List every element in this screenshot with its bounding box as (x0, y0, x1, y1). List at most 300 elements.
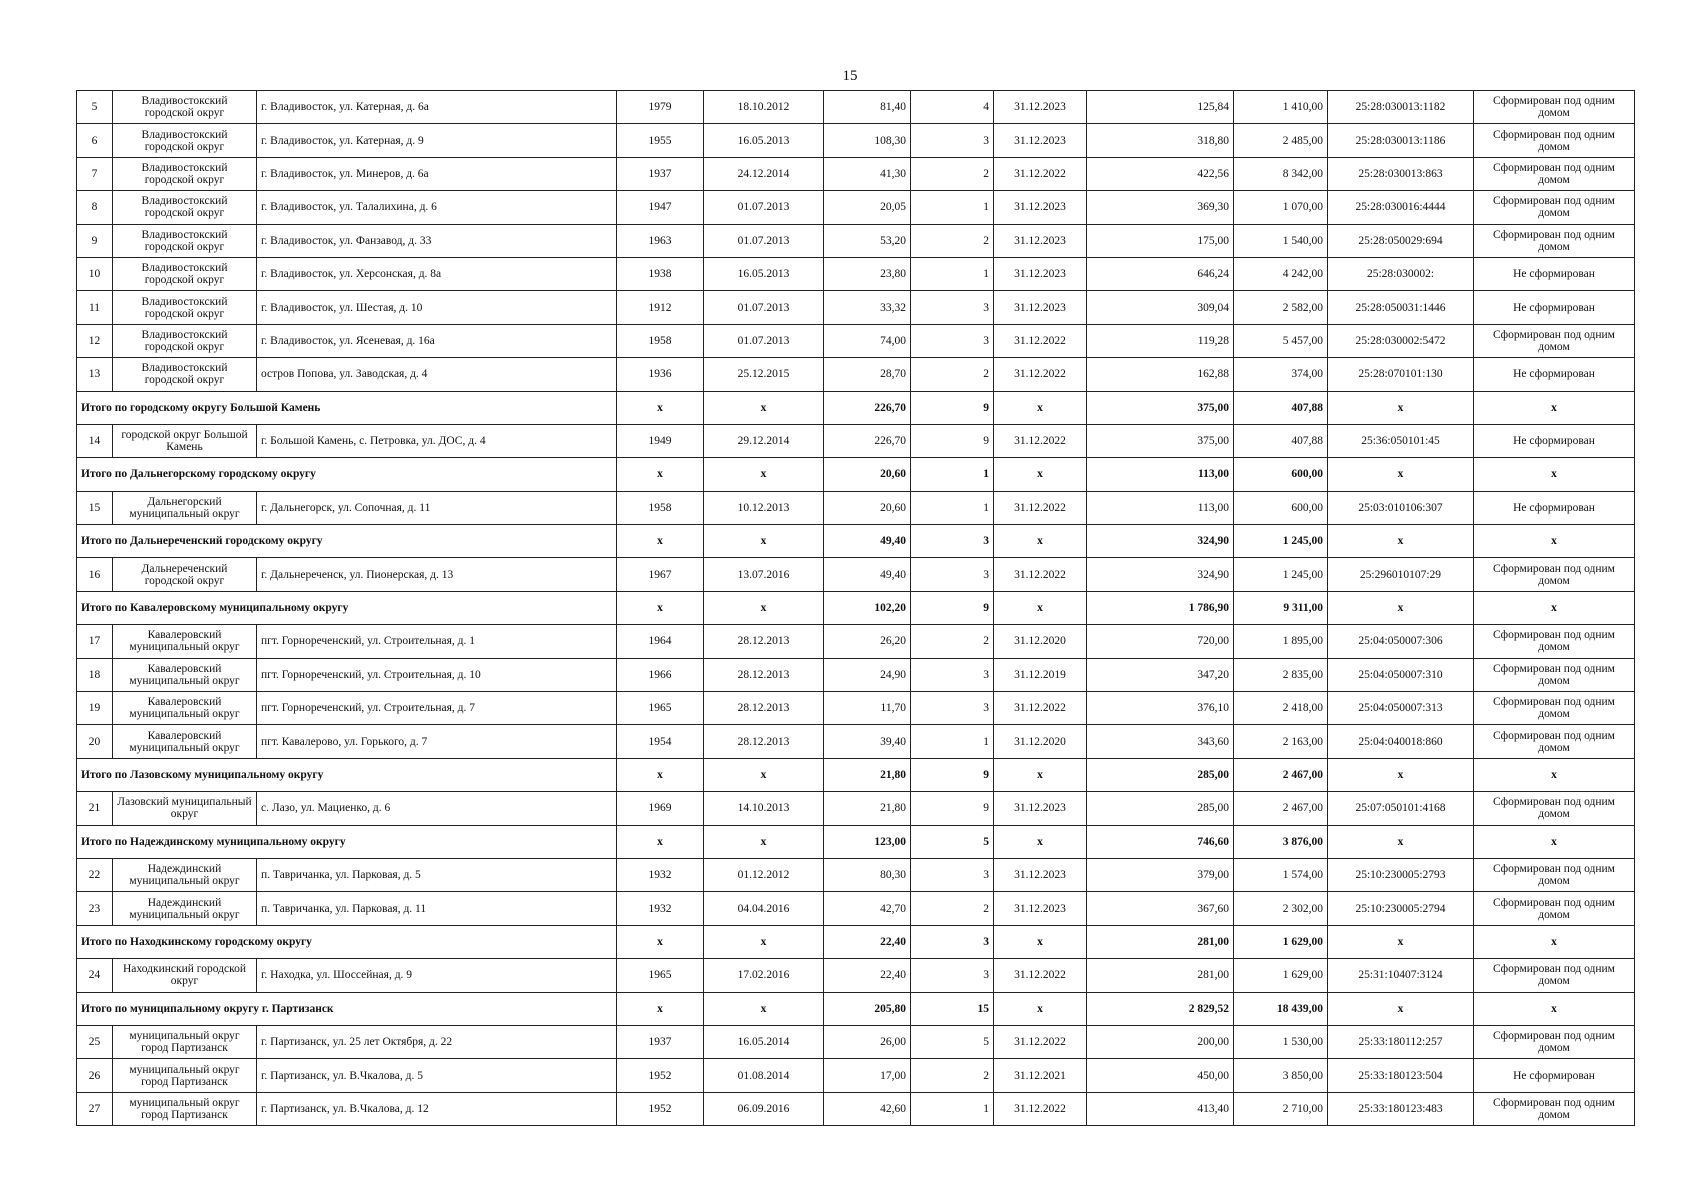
recognition-date-cell: 28.12.2013 (704, 658, 824, 691)
subtotal-cost-cell: 2 467,00 (1234, 758, 1328, 791)
land-area-cell: 285,00 (1087, 792, 1234, 825)
subtotal-area-cell: 205,80 (824, 992, 911, 1025)
build-year-cell: 1936 (617, 358, 704, 391)
subtotal-residents-cell: 3 (911, 525, 994, 558)
recognition-date-cell: 10.12.2013 (704, 491, 824, 524)
status-cell: Сформирован под одним домом (1474, 625, 1635, 658)
subtotal-area-cell: 226,70 (824, 391, 911, 424)
cost-cell: 1 410,00 (1234, 91, 1328, 124)
subtotal-area-cell: 123,00 (824, 825, 911, 858)
subtotal-land-area-cell: 746,60 (1087, 825, 1234, 858)
subtotal-status-cell: x (1474, 525, 1635, 558)
address-cell: пгт. Горнореченский, ул. Строительная, д. 7 (257, 692, 617, 725)
table-row (77, 257, 1635, 290)
address-cell: г. Владивосток, ул. Фанзавод, д. 33 (257, 224, 617, 257)
subtotal-row (77, 458, 1635, 491)
deadline-cell: 31.12.2023 (994, 124, 1087, 157)
subtotal-cadastral-number-cell: x (1328, 825, 1474, 858)
residents-cell: 3 (911, 558, 994, 591)
row-number: 24 (77, 959, 113, 992)
municipality-cell: Владивостокский городской округ (113, 324, 257, 357)
build-year-cell: 1937 (617, 157, 704, 190)
land-area-cell: 119,28 (1087, 324, 1234, 357)
municipality-cell: Владивостокский городской округ (113, 191, 257, 224)
cadastral-number-cell: 25:28:030013:1182 (1328, 91, 1474, 124)
address-cell: г. Партизанск, ул. В.Чкалова, д. 12 (257, 1092, 617, 1125)
residents-cell: 3 (911, 658, 994, 691)
status-cell: Сформирован под одним домом (1474, 558, 1635, 591)
row-number: 10 (77, 257, 113, 290)
land-area-cell: 309,04 (1087, 291, 1234, 324)
subtotal-row (77, 758, 1635, 791)
cadastral-number-cell: 25:33:180123:483 (1328, 1092, 1474, 1125)
deadline-cell: 31.12.2022 (994, 692, 1087, 725)
deadline-cell: 31.12.2020 (994, 625, 1087, 658)
municipality-cell: городской округ Большой Камень (113, 424, 257, 457)
cadastral-number-cell: 25:28:030013:1186 (1328, 124, 1474, 157)
table-row (77, 625, 1635, 658)
subtotal-status-cell: x (1474, 758, 1635, 791)
residents-cell: 2 (911, 224, 994, 257)
residents-cell: 1 (911, 257, 994, 290)
build-year-cell: 1969 (617, 792, 704, 825)
municipality-cell: Кавалеровский муниципальный округ (113, 658, 257, 691)
build-year-cell: 1963 (617, 224, 704, 257)
subtotal-residents-cell: 15 (911, 992, 994, 1025)
subtotal-row (77, 525, 1635, 558)
subtotal-label: Итого по Лазовскому муниципальному округу (77, 758, 617, 791)
subtotal-row (77, 825, 1635, 858)
address-cell: г. Дальнегорск, ул. Сопочная, д. 11 (257, 491, 617, 524)
recognition-date-cell: 28.12.2013 (704, 725, 824, 758)
build-year-cell: 1949 (617, 424, 704, 457)
build-year-cell: 1965 (617, 959, 704, 992)
build-year-cell: 1954 (617, 725, 704, 758)
subtotal-cost-cell: 407,88 (1234, 391, 1328, 424)
cadastral-number-cell: 25:28:030016:4444 (1328, 191, 1474, 224)
area-cell: 28,70 (824, 358, 911, 391)
subtotal-build-year-cell: x (617, 825, 704, 858)
table-row (77, 358, 1635, 391)
address-cell: п. Тавричанка, ул. Парковая, д. 5 (257, 858, 617, 891)
address-cell: г. Владивосток, ул. Талалихина, д. 6 (257, 191, 617, 224)
residents-cell: 3 (911, 858, 994, 891)
land-area-cell: 369,30 (1087, 191, 1234, 224)
residents-cell: 3 (911, 124, 994, 157)
subtotal-cost-cell: 1 245,00 (1234, 525, 1328, 558)
status-cell: Сформирован под одним домом (1474, 692, 1635, 725)
status-cell: Не сформирован (1474, 358, 1635, 391)
cadastral-number-cell: 25:28:030013:863 (1328, 157, 1474, 190)
status-cell: Сформирован под одним домом (1474, 191, 1635, 224)
cost-cell: 2 582,00 (1234, 291, 1328, 324)
table-row (77, 157, 1635, 190)
subtotal-row (77, 391, 1635, 424)
deadline-cell: 31.12.2023 (994, 257, 1087, 290)
municipality-cell: Кавалеровский муниципальный округ (113, 625, 257, 658)
subtotal-build-year-cell: x (617, 391, 704, 424)
municipality-cell: Кавалеровский муниципальный округ (113, 725, 257, 758)
cost-cell: 2 302,00 (1234, 892, 1328, 925)
table-row (77, 792, 1635, 825)
municipality-cell: Владивостокский городской округ (113, 358, 257, 391)
subtotal-area-cell: 20,60 (824, 458, 911, 491)
subtotal-status-cell: x (1474, 458, 1635, 491)
recognition-date-cell: 25.12.2015 (704, 358, 824, 391)
status-cell: Не сформирован (1474, 491, 1635, 524)
municipality-cell: Находкинский городской округ (113, 959, 257, 992)
residents-cell: 9 (911, 424, 994, 457)
municipality-cell: Надеждинский муниципальный округ (113, 858, 257, 891)
row-number: 25 (77, 1025, 113, 1058)
land-area-cell: 413,40 (1087, 1092, 1234, 1125)
subtotal-status-cell: x (1474, 591, 1635, 624)
row-number: 19 (77, 692, 113, 725)
cadastral-number-cell: 25:07:050101:4168 (1328, 792, 1474, 825)
municipality-cell: муниципальный округ город Партизанск (113, 1059, 257, 1092)
land-area-cell: 720,00 (1087, 625, 1234, 658)
subtotal-label: Итого по муниципальному округу г. Партизанск (77, 992, 617, 1025)
deadline-cell: 31.12.2022 (994, 959, 1087, 992)
recognition-date-cell: 29.12.2014 (704, 424, 824, 457)
municipality-cell: муниципальный округ город Партизанск (113, 1025, 257, 1058)
build-year-cell: 1952 (617, 1092, 704, 1125)
cost-cell: 2 467,00 (1234, 792, 1328, 825)
subtotal-cadastral-number-cell: x (1328, 458, 1474, 491)
municipality-cell: Владивостокский городской округ (113, 91, 257, 124)
recognition-date-cell: 18.10.2012 (704, 91, 824, 124)
status-cell: Не сформирован (1474, 291, 1635, 324)
land-area-cell: 324,90 (1087, 558, 1234, 591)
deadline-cell: 31.12.2022 (994, 1025, 1087, 1058)
residents-cell: 2 (911, 625, 994, 658)
table-row (77, 424, 1635, 457)
status-cell: Сформирован под одним домом (1474, 858, 1635, 891)
subtotal-build-year-cell: x (617, 992, 704, 1025)
address-cell: пгт. Кавалерово, ул. Горького, д. 7 (257, 725, 617, 758)
subtotal-status-cell: x (1474, 391, 1635, 424)
land-area-cell: 422,56 (1087, 157, 1234, 190)
subtotal-cadastral-number-cell: x (1328, 925, 1474, 958)
cadastral-number-cell: 25:04:050007:306 (1328, 625, 1474, 658)
residents-cell: 2 (911, 157, 994, 190)
subtotal-deadline-cell: x (994, 525, 1087, 558)
address-cell: остров Попова, ул. Заводская, д. 4 (257, 358, 617, 391)
subtotal-cadastral-number-cell: x (1328, 525, 1474, 558)
land-area-cell: 375,00 (1087, 424, 1234, 457)
subtotal-deadline-cell: x (994, 925, 1087, 958)
table-row (77, 892, 1635, 925)
residents-cell: 1 (911, 491, 994, 524)
status-cell: Не сформирован (1474, 424, 1635, 457)
area-cell: 80,30 (824, 858, 911, 891)
build-year-cell: 1966 (617, 658, 704, 691)
table-row (77, 1092, 1635, 1125)
subtotal-residents-cell: 9 (911, 758, 994, 791)
residents-cell: 3 (911, 324, 994, 357)
table-row (77, 224, 1635, 257)
subtotal-build-year-cell: x (617, 458, 704, 491)
table-row (77, 291, 1635, 324)
row-number: 15 (77, 491, 113, 524)
table-row (77, 1025, 1635, 1058)
subtotal-recognition-date-cell: x (704, 825, 824, 858)
land-area-cell: 200,00 (1087, 1025, 1234, 1058)
land-area-cell: 175,00 (1087, 224, 1234, 257)
table-row (77, 558, 1635, 591)
deadline-cell: 31.12.2023 (994, 224, 1087, 257)
cadastral-number-cell: 25:04:050007:313 (1328, 692, 1474, 725)
cost-cell: 2 835,00 (1234, 658, 1328, 691)
page-number: 15 (842, 68, 858, 84)
status-cell: Сформирован под одним домом (1474, 124, 1635, 157)
subtotal-recognition-date-cell: x (704, 758, 824, 791)
subtotal-cadastral-number-cell: x (1328, 391, 1474, 424)
address-cell: г. Дальнереченск, ул. Пионерская, д. 13 (257, 558, 617, 591)
table-body (77, 91, 1635, 1126)
subtotal-recognition-date-cell: x (704, 391, 824, 424)
subtotal-land-area-cell: 324,90 (1087, 525, 1234, 558)
subtotal-deadline-cell: x (994, 758, 1087, 791)
table-row (77, 91, 1635, 124)
deadline-cell: 31.12.2022 (994, 424, 1087, 457)
deadline-cell: 31.12.2022 (994, 558, 1087, 591)
address-cell: г. Большой Камень, с. Петровка, ул. ДОС, д. 4 (257, 424, 617, 457)
subtotal-residents-cell: 9 (911, 591, 994, 624)
address-cell: п. Тавричанка, ул. Парковая, д. 11 (257, 892, 617, 925)
status-cell: Сформирован под одним домом (1474, 658, 1635, 691)
address-cell: г. Находка, ул. Шоссейная, д. 9 (257, 959, 617, 992)
recognition-date-cell: 04.04.2016 (704, 892, 824, 925)
build-year-cell: 1965 (617, 692, 704, 725)
subtotal-deadline-cell: x (994, 591, 1087, 624)
subtotal-build-year-cell: x (617, 591, 704, 624)
deadline-cell: 31.12.2022 (994, 1092, 1087, 1125)
recognition-date-cell: 17.02.2016 (704, 959, 824, 992)
table-row (77, 692, 1635, 725)
land-area-cell: 318,80 (1087, 124, 1234, 157)
table-row (77, 324, 1635, 357)
residents-cell: 9 (911, 792, 994, 825)
deadline-cell: 31.12.2022 (994, 157, 1087, 190)
row-number: 27 (77, 1092, 113, 1125)
address-cell: г. Владивосток, ул. Ясеневая, д. 16а (257, 324, 617, 357)
deadline-cell: 31.12.2023 (994, 892, 1087, 925)
subtotal-recognition-date-cell: x (704, 525, 824, 558)
address-cell: г. Партизанск, ул. 25 лет Октября, д. 22 (257, 1025, 617, 1058)
build-year-cell: 1979 (617, 91, 704, 124)
area-cell: 49,40 (824, 558, 911, 591)
subtotal-recognition-date-cell: x (704, 925, 824, 958)
recognition-date-cell: 13.07.2016 (704, 558, 824, 591)
subtotal-cost-cell: 9 311,00 (1234, 591, 1328, 624)
recognition-date-cell: 01.07.2013 (704, 291, 824, 324)
land-area-cell: 367,60 (1087, 892, 1234, 925)
subtotal-residents-cell: 9 (911, 391, 994, 424)
subtotal-area-cell: 102,20 (824, 591, 911, 624)
recognition-date-cell: 28.12.2013 (704, 692, 824, 725)
table-row (77, 1059, 1635, 1092)
build-year-cell: 1932 (617, 892, 704, 925)
cost-cell: 374,00 (1234, 358, 1328, 391)
cadastral-number-cell: 25:33:180123:504 (1328, 1059, 1474, 1092)
build-year-cell: 1938 (617, 257, 704, 290)
row-number: 12 (77, 324, 113, 357)
residents-cell: 4 (911, 91, 994, 124)
land-area-cell: 281,00 (1087, 959, 1234, 992)
build-year-cell: 1955 (617, 124, 704, 157)
subtotal-residents-cell: 3 (911, 925, 994, 958)
residents-cell: 2 (911, 358, 994, 391)
subtotal-label: Итого по Надеждинскому муниципальному округу (77, 825, 617, 858)
subtotal-build-year-cell: x (617, 925, 704, 958)
subtotal-cost-cell: 1 629,00 (1234, 925, 1328, 958)
municipality-cell: Надеждинский муниципальный округ (113, 892, 257, 925)
area-cell: 108,30 (824, 124, 911, 157)
deadline-cell: 31.12.2023 (994, 191, 1087, 224)
cost-cell: 1 895,00 (1234, 625, 1328, 658)
subtotal-row (77, 992, 1635, 1025)
municipality-cell: Дальнереченский городской округ (113, 558, 257, 591)
cost-cell: 1 070,00 (1234, 191, 1328, 224)
address-cell: г. Владивосток, ул. Херсонская, д. 8а (257, 257, 617, 290)
row-number: 9 (77, 224, 113, 257)
land-area-cell: 379,00 (1087, 858, 1234, 891)
cadastral-number-cell: 25:04:040018:860 (1328, 725, 1474, 758)
municipality-cell: Владивостокский городской округ (113, 124, 257, 157)
cost-cell: 1 574,00 (1234, 858, 1328, 891)
recognition-date-cell: 16.05.2014 (704, 1025, 824, 1058)
subtotal-land-area-cell: 281,00 (1087, 925, 1234, 958)
area-cell: 226,70 (824, 424, 911, 457)
recognition-date-cell: 24.12.2014 (704, 157, 824, 190)
subtotal-build-year-cell: x (617, 758, 704, 791)
residents-cell: 3 (911, 959, 994, 992)
recognition-date-cell: 28.12.2013 (704, 625, 824, 658)
subtotal-cost-cell: 3 876,00 (1234, 825, 1328, 858)
cost-cell: 600,00 (1234, 491, 1328, 524)
build-year-cell: 1964 (617, 625, 704, 658)
area-cell: 42,70 (824, 892, 911, 925)
land-area-cell: 376,10 (1087, 692, 1234, 725)
recognition-date-cell: 06.09.2016 (704, 1092, 824, 1125)
subtotal-land-area-cell: 285,00 (1087, 758, 1234, 791)
residents-cell: 1 (911, 1092, 994, 1125)
recognition-date-cell: 01.07.2013 (704, 324, 824, 357)
subtotal-land-area-cell: 2 829,52 (1087, 992, 1234, 1025)
land-area-cell: 646,24 (1087, 257, 1234, 290)
land-area-cell: 162,88 (1087, 358, 1234, 391)
address-cell: г. Владивосток, ул. Шестая, д. 10 (257, 291, 617, 324)
cadastral-number-cell: 25:36:050101:45 (1328, 424, 1474, 457)
recognition-date-cell: 01.12.2012 (704, 858, 824, 891)
subtotal-label: Итого по Кавалеровскому муниципальному округу (77, 591, 617, 624)
area-cell: 11,70 (824, 692, 911, 725)
area-cell: 26,20 (824, 625, 911, 658)
row-number: 13 (77, 358, 113, 391)
residents-cell: 1 (911, 725, 994, 758)
subtotal-label: Итого по Находкинскому городскому округу (77, 925, 617, 958)
status-cell: Сформирован под одним домом (1474, 157, 1635, 190)
row-number: 8 (77, 191, 113, 224)
table-row (77, 725, 1635, 758)
recognition-date-cell: 16.05.2013 (704, 124, 824, 157)
cadastral-number-cell: 25:28:050031:1446 (1328, 291, 1474, 324)
subtotal-residents-cell: 5 (911, 825, 994, 858)
cost-cell: 2 163,00 (1234, 725, 1328, 758)
area-cell: 39,40 (824, 725, 911, 758)
municipality-cell: Владивостокский городской округ (113, 257, 257, 290)
table-row (77, 191, 1635, 224)
status-cell: Сформирован под одним домом (1474, 792, 1635, 825)
cost-cell: 2 710,00 (1234, 1092, 1328, 1125)
subtotal-cadastral-number-cell: x (1328, 591, 1474, 624)
cadastral-number-cell: 25:296010107:29 (1328, 558, 1474, 591)
status-cell: Не сформирован (1474, 1059, 1635, 1092)
cost-cell: 5 457,00 (1234, 324, 1328, 357)
row-number: 21 (77, 792, 113, 825)
status-cell: Сформирован под одним домом (1474, 1025, 1635, 1058)
area-cell: 17,00 (824, 1059, 911, 1092)
cost-cell: 4 242,00 (1234, 257, 1328, 290)
area-cell: 74,00 (824, 324, 911, 357)
address-cell: г. Владивосток, ул. Минеров, д. 6а (257, 157, 617, 190)
land-area-cell: 450,00 (1087, 1059, 1234, 1092)
deadline-cell: 31.12.2019 (994, 658, 1087, 691)
cadastral-number-cell: 25:33:180112:257 (1328, 1025, 1474, 1058)
status-cell: Сформирован под одним домом (1474, 959, 1635, 992)
cadastral-number-cell: 25:28:030002: (1328, 257, 1474, 290)
build-year-cell: 1952 (617, 1059, 704, 1092)
subtotal-recognition-date-cell: x (704, 591, 824, 624)
subtotal-label: Итого по Дальнегорскому городскому округу (77, 458, 617, 491)
subtotal-deadline-cell: x (994, 825, 1087, 858)
area-cell: 20,05 (824, 191, 911, 224)
row-number: 11 (77, 291, 113, 324)
cost-cell: 2 485,00 (1234, 124, 1328, 157)
build-year-cell: 1958 (617, 491, 704, 524)
subtotal-land-area-cell: 375,00 (1087, 391, 1234, 424)
cost-cell: 3 850,00 (1234, 1059, 1328, 1092)
municipality-cell: Владивостокский городской округ (113, 291, 257, 324)
status-cell: Не сформирован (1474, 257, 1635, 290)
status-cell: Сформирован под одним домом (1474, 892, 1635, 925)
subtotal-label: Итого по Дальнереченский городскому округу (77, 525, 617, 558)
deadline-cell: 31.12.2023 (994, 858, 1087, 891)
subtotal-residents-cell: 1 (911, 458, 994, 491)
cadastral-number-cell: 25:28:050029:694 (1328, 224, 1474, 257)
area-cell: 41,30 (824, 157, 911, 190)
row-number: 23 (77, 892, 113, 925)
subtotal-area-cell: 21,80 (824, 758, 911, 791)
cost-cell: 1 530,00 (1234, 1025, 1328, 1058)
subtotal-recognition-date-cell: x (704, 992, 824, 1025)
area-cell: 53,20 (824, 224, 911, 257)
row-number: 14 (77, 424, 113, 457)
land-area-cell: 347,20 (1087, 658, 1234, 691)
table-row (77, 658, 1635, 691)
municipality-cell: Дальнегорский муниципальный округ (113, 491, 257, 524)
recognition-date-cell: 16.05.2013 (704, 257, 824, 290)
row-number: 22 (77, 858, 113, 891)
cadastral-number-cell: 25:10:230005:2793 (1328, 858, 1474, 891)
address-cell: с. Лазо, ул. Мациенко, д. 6 (257, 792, 617, 825)
subtotal-cost-cell: 18 439,00 (1234, 992, 1328, 1025)
land-area-cell: 113,00 (1087, 491, 1234, 524)
row-number: 26 (77, 1059, 113, 1092)
municipality-cell: муниципальный округ город Партизанск (113, 1092, 257, 1125)
area-cell: 33,32 (824, 291, 911, 324)
